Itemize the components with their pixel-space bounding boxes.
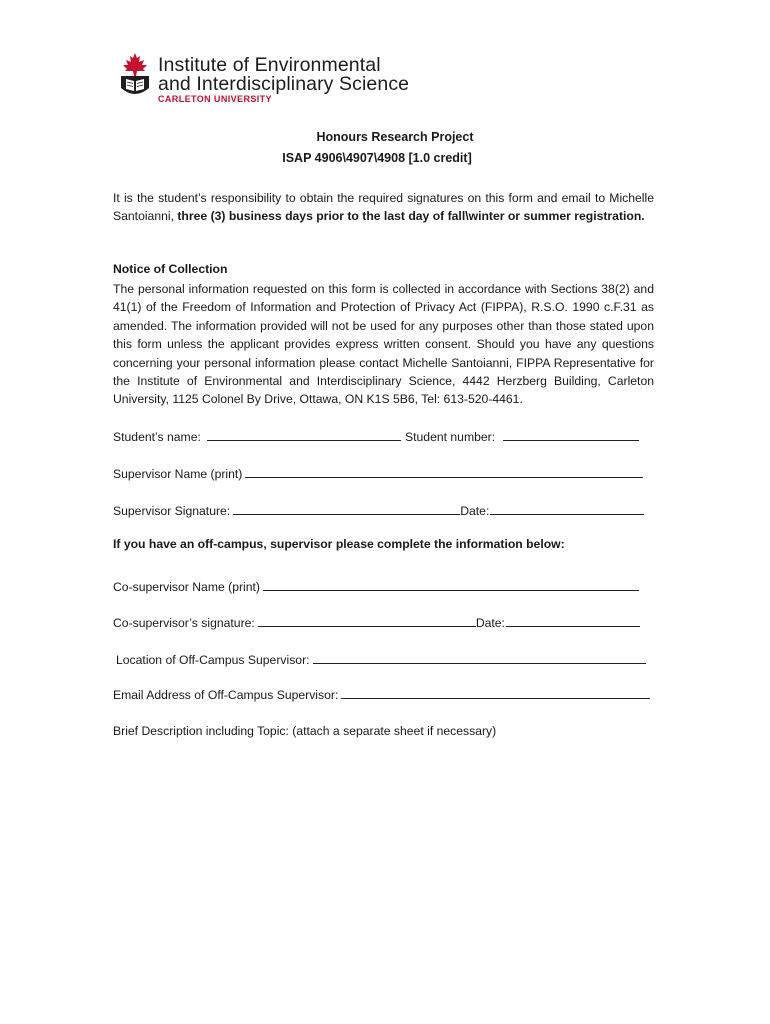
institute-logo [118,52,448,104]
student-name-row [113,428,401,444]
form-title: Honours Research Project [316,130,474,144]
course-code: ISAP 4906\4907\4908 [1.0 credit] [282,151,472,165]
student-name-label: Student’s name: [113,430,201,444]
supervisor-name-field[interactable] [245,465,643,478]
supervisor-signature-row [113,502,644,518]
supervisor-name-row [113,465,643,481]
date-label-1: Date: [460,504,490,518]
supervisor-signature-label: Supervisor Signature: [113,504,231,518]
cosupervisor-signature-label: Co-supervisor’s signature: [113,616,255,630]
description-row [113,724,496,738]
student-name-field[interactable] [207,428,401,441]
student-number-field[interactable] [503,428,639,441]
student-number-row [405,428,639,444]
supervisor-signature-field[interactable] [233,502,460,515]
date-label-2: Date: [475,616,505,630]
cosupervisor-name-row [113,578,639,594]
cosupervisor-signature-field[interactable] [258,614,476,627]
intro-paragraph [113,189,654,226]
location-label: Location of Off-Campus Supervisor: [116,653,310,667]
cosupervisor-signature-row [113,614,640,630]
supervisor-name-label: Supervisor Name (print) [113,467,243,481]
date-field-2[interactable] [506,614,640,627]
email-field[interactable] [341,686,650,699]
cosupervisor-name-field[interactable] [263,578,639,591]
carleton-shield-icon [118,52,152,100]
email-label: Email Address of Off-Campus Supervisor: [113,688,339,702]
notice-paragraph: The personal information requested on this form is collected in accordance with Sections 38(2) and 41(1) of the Freedom of Information and Protection of Privacy Act (FIPPA), R.S.O. 1990 c.F.31 as amended. The information provided will not be used for any purposes other than those stated upon this form unless the applicant provides express written consent. Should you have any questions concerning your personal information please contact Michelle Santoianni, FIPPA Representative for the Institute of Environmental and Interdisciplinary Science, 4442 Herzberg Building, Carleton University, 1125 Colonel By Drive, Ottawa, ON K1S 5B6, Tel: 613-520-4461. [113,282,654,407]
notice-title: Notice of Collection [113,262,228,276]
date-field-1[interactable] [490,502,644,515]
logo-line-2: and Interdisciplinary Science [158,73,410,95]
logo-university: CARLETON UNIVERSITY [158,94,272,104]
student-number-label: Student number: [405,430,496,444]
description-label: Brief Description including Topic: (attach a separate sheet if necessary) [113,724,497,738]
logo-line-1: Institute of Environmental [158,54,381,76]
intro-deadline: three (3) business days prior to the last day of fall\winter or summer registration. [177,209,645,224]
offcampus-note: If you have an off-campus, supervisor please complete the information below: [113,537,565,551]
location-row [116,651,646,667]
intro-text: It is the student’s responsibility to obtain the required signatures on this form and email to Michelle Santoianni, [113,191,654,224]
email-row [113,686,650,702]
cosupervisor-name-label: Co-supervisor Name (print) [113,580,260,594]
location-field[interactable] [313,651,646,664]
